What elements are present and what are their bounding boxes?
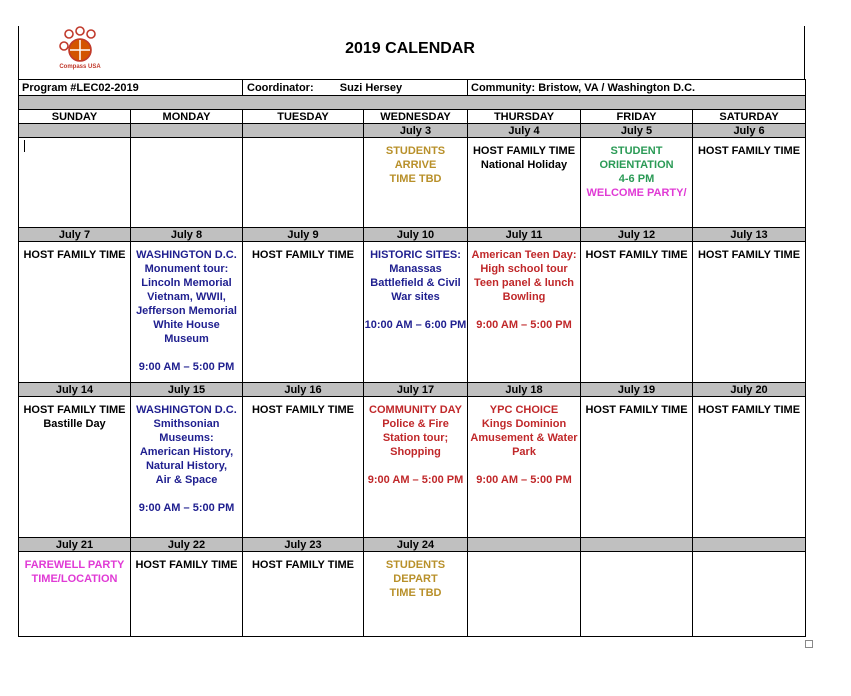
date-label[interactable] [131, 124, 243, 138]
info-row [19, 80, 806, 96]
page-border-right [804, 26, 805, 79]
weekday-header-wednesday[interactable]: WEDNESDAY [364, 110, 468, 124]
day-cell[interactable] [364, 552, 468, 637]
event-line: Kings Dominion [481, 418, 567, 430]
date-label[interactable]: July 16 [243, 383, 364, 397]
event-row [19, 138, 806, 228]
event-line: HOST FAMILY TIME [23, 249, 126, 261]
event-line: ARRIVE [394, 159, 437, 171]
event-line: TIME TBD [389, 587, 442, 599]
event-line: WELCOME PARTY/ [586, 187, 687, 199]
event-line [364, 459, 467, 473]
date-row [19, 228, 806, 242]
coordinator-label: Coordinator: [247, 81, 314, 94]
event-text [19, 397, 130, 431]
date-label[interactable] [693, 538, 806, 552]
event-line: Museum [164, 333, 209, 345]
event-text [243, 552, 363, 572]
event-line: Bastille Day [43, 418, 106, 430]
event-text [693, 397, 805, 417]
event-text [243, 138, 363, 144]
event-line: Lincoln Memorial [141, 277, 232, 289]
date-label[interactable]: July 10 [364, 228, 468, 242]
event-line: Teen panel & lunch [474, 277, 575, 289]
day-cell[interactable] [19, 138, 131, 228]
day-cell[interactable] [243, 552, 364, 637]
date-label[interactable]: July 19 [581, 383, 693, 397]
date-label[interactable]: July 12 [581, 228, 693, 242]
event-line: 9:00 AM – 5:00 PM [476, 474, 572, 486]
event-line: STUDENTS [385, 559, 446, 571]
weekday-header-tuesday[interactable]: TUESDAY [243, 110, 364, 124]
date-label[interactable]: July 13 [693, 228, 806, 242]
weekday-header-friday[interactable]: FRIDAY [581, 110, 693, 124]
event-line [131, 346, 242, 360]
event-line: High school tour [480, 263, 568, 275]
event-text [581, 138, 692, 200]
event-line [468, 304, 580, 318]
weekday-header-thursday[interactable]: THURSDAY [468, 110, 581, 124]
event-line: WASHINGTON D.C. [136, 249, 237, 261]
event-text [581, 552, 692, 558]
event-line: HOST FAMILY TIME [23, 404, 126, 416]
event-text [19, 242, 130, 262]
day-cell[interactable] [131, 397, 243, 538]
page-title: 2019 CALENDAR [345, 40, 475, 57]
day-cell[interactable] [243, 242, 364, 383]
event-text [693, 138, 805, 158]
event-line: American Teen Day: [471, 249, 577, 261]
event-line: TIME/LOCATION [31, 573, 118, 585]
event-row [19, 397, 806, 538]
day-cell[interactable] [131, 242, 243, 383]
date-label[interactable] [19, 124, 131, 138]
date-label[interactable]: July 22 [131, 538, 243, 552]
event-line: National Holiday [480, 159, 568, 171]
day-cell[interactable] [364, 242, 468, 383]
event-line: HOST FAMILY TIME [135, 559, 238, 571]
event-line: 4-6 PM [618, 173, 655, 185]
day-cell[interactable] [693, 242, 806, 383]
event-line: 9:00 AM – 5:00 PM [138, 361, 235, 373]
event-line: HOST FAMILY TIME [697, 145, 801, 157]
event-line: HOST FAMILY TIME [585, 249, 688, 261]
event-line: HOST FAMILY TIME [251, 404, 355, 416]
event-line: Air & Space [155, 474, 218, 486]
date-label[interactable]: July 15 [131, 383, 243, 397]
day-cell[interactable] [19, 397, 131, 538]
event-line: HOST FAMILY TIME [697, 249, 801, 261]
date-row [19, 538, 806, 552]
event-text [468, 242, 580, 332]
day-cell[interactable] [693, 138, 806, 228]
event-line: Shopping [390, 446, 441, 458]
event-line: STUDENT [610, 145, 663, 157]
event-text [364, 397, 467, 487]
event-line [468, 459, 580, 473]
day-cell[interactable] [581, 138, 693, 228]
weekday-header-row [19, 110, 806, 124]
event-line: FAREWELL PARTY [24, 559, 125, 571]
date-label[interactable]: July 17 [364, 383, 468, 397]
event-text [131, 397, 242, 515]
date-label[interactable]: July 8 [131, 228, 243, 242]
event-text [693, 552, 805, 558]
event-text [243, 242, 363, 262]
event-line: DEPART [393, 573, 438, 585]
day-cell[interactable] [693, 397, 806, 538]
day-cell[interactable] [468, 242, 581, 383]
table-resize-handle[interactable] [805, 640, 813, 648]
weekday-header-monday[interactable]: MONDAY [131, 110, 243, 124]
event-row [19, 242, 806, 383]
event-line: Smithsonian [153, 418, 220, 430]
calendar-table [18, 79, 806, 637]
event-line: WASHINGTON D.C. [136, 404, 237, 416]
date-label[interactable]: July 23 [243, 538, 364, 552]
date-label[interactable] [243, 124, 364, 138]
event-line: Battlefield & Civil [370, 277, 461, 289]
event-line: Station tour; [382, 432, 449, 444]
event-text [243, 397, 363, 417]
date-label[interactable] [581, 538, 693, 552]
event-line: Amusement & Water [470, 432, 578, 444]
event-line: Natural History, [145, 460, 228, 472]
date-label[interactable]: July 6 [693, 124, 806, 138]
event-line: 9:00 AM – 5:00 PM [476, 319, 572, 331]
day-cell[interactable] [364, 138, 468, 228]
date-label[interactable]: July 3 [364, 124, 468, 138]
event-text [581, 397, 692, 417]
event-text [19, 552, 130, 586]
event-line: White House [153, 319, 220, 331]
day-cell[interactable] [581, 397, 693, 538]
event-text [468, 138, 580, 172]
event-text [131, 242, 242, 374]
day-cell[interactable] [131, 138, 243, 228]
event-text [364, 242, 467, 332]
event-line: HOST FAMILY TIME [251, 559, 355, 571]
day-cell[interactable] [468, 138, 581, 228]
event-line: Jefferson Memorial [136, 305, 237, 317]
day-cell[interactable] [693, 552, 806, 637]
date-label[interactable]: July 20 [693, 383, 806, 397]
logo-text: Compass USA [59, 64, 101, 70]
coordinator-name: Suzi Hersey [339, 81, 403, 94]
event-line: HOST FAMILY TIME [585, 404, 688, 416]
event-line: TIME TBD [389, 173, 442, 185]
event-line: COMMUNITY DAY [369, 404, 462, 416]
event-line [131, 487, 242, 501]
event-line: Police & Fire [382, 418, 449, 430]
event-line [364, 304, 467, 318]
event-text [693, 242, 805, 262]
date-label[interactable]: July 5 [581, 124, 693, 138]
date-label[interactable]: July 7 [19, 228, 131, 242]
day-cell[interactable] [19, 242, 131, 383]
date-label[interactable]: July 24 [364, 538, 468, 552]
day-cell[interactable] [243, 138, 364, 228]
program-cell[interactable]: Program #LEC02-2019 [19, 80, 243, 96]
day-cell[interactable] [364, 397, 468, 538]
event-line: HOST FAMILY TIME [472, 145, 576, 157]
weekday-header-sunday[interactable]: SUNDAY [19, 110, 131, 124]
event-line: Vietnam, WWII, [147, 291, 226, 303]
date-label[interactable]: July 4 [468, 124, 581, 138]
day-cell[interactable] [581, 242, 693, 383]
day-cell[interactable] [468, 552, 581, 637]
event-line: 10:00 AM – 6:00 PM [364, 319, 467, 331]
event-text [19, 138, 130, 144]
event-line: War sites [391, 291, 440, 303]
event-text [364, 138, 467, 186]
event-line: STUDENTS [385, 145, 446, 157]
event-text [131, 138, 242, 144]
date-label[interactable]: July 14 [19, 383, 131, 397]
event-line: YPC CHOICE [489, 404, 559, 416]
date-row [19, 124, 806, 138]
event-line: ORIENTATION [599, 159, 674, 171]
event-row [19, 552, 806, 637]
weekday-header-saturday[interactable]: SATURDAY [693, 110, 806, 124]
event-line: 9:00 AM – 5:00 PM [138, 502, 235, 514]
event-line: Park [512, 446, 536, 458]
event-text [364, 552, 467, 600]
event-line: 9:00 AM – 5:00 PM [367, 474, 464, 486]
date-label[interactable]: July 21 [19, 538, 131, 552]
spacer-row [19, 96, 806, 110]
page-border-left [18, 26, 19, 79]
event-line: American History, [139, 446, 234, 458]
event-line: HISTORIC SITES: [370, 249, 461, 261]
date-label[interactable] [468, 538, 581, 552]
coordinator-cell[interactable] [243, 80, 468, 96]
spacer-cell [19, 96, 806, 110]
event-line: Manassas [389, 263, 442, 275]
event-line: HOST FAMILY TIME [251, 249, 355, 261]
event-text [581, 242, 692, 262]
day-cell[interactable] [468, 397, 581, 538]
day-cell[interactable] [131, 552, 243, 637]
date-label[interactable]: July 9 [243, 228, 364, 242]
event-text [468, 397, 580, 487]
day-cell[interactable] [243, 397, 364, 538]
day-cell[interactable] [19, 552, 131, 637]
event-text [468, 552, 580, 558]
date-row [19, 383, 806, 397]
day-cell[interactable] [581, 552, 693, 637]
event-line: Museums: [159, 432, 214, 444]
date-label[interactable]: July 11 [468, 228, 581, 242]
event-line: Monument tour: [144, 263, 229, 275]
date-label[interactable]: July 18 [468, 383, 581, 397]
event-line: Bowling [502, 291, 546, 303]
event-text [131, 552, 242, 572]
event-line: HOST FAMILY TIME [697, 404, 801, 416]
community-cell[interactable]: Community: Bristow, VA / Washington D.C. [468, 80, 806, 96]
